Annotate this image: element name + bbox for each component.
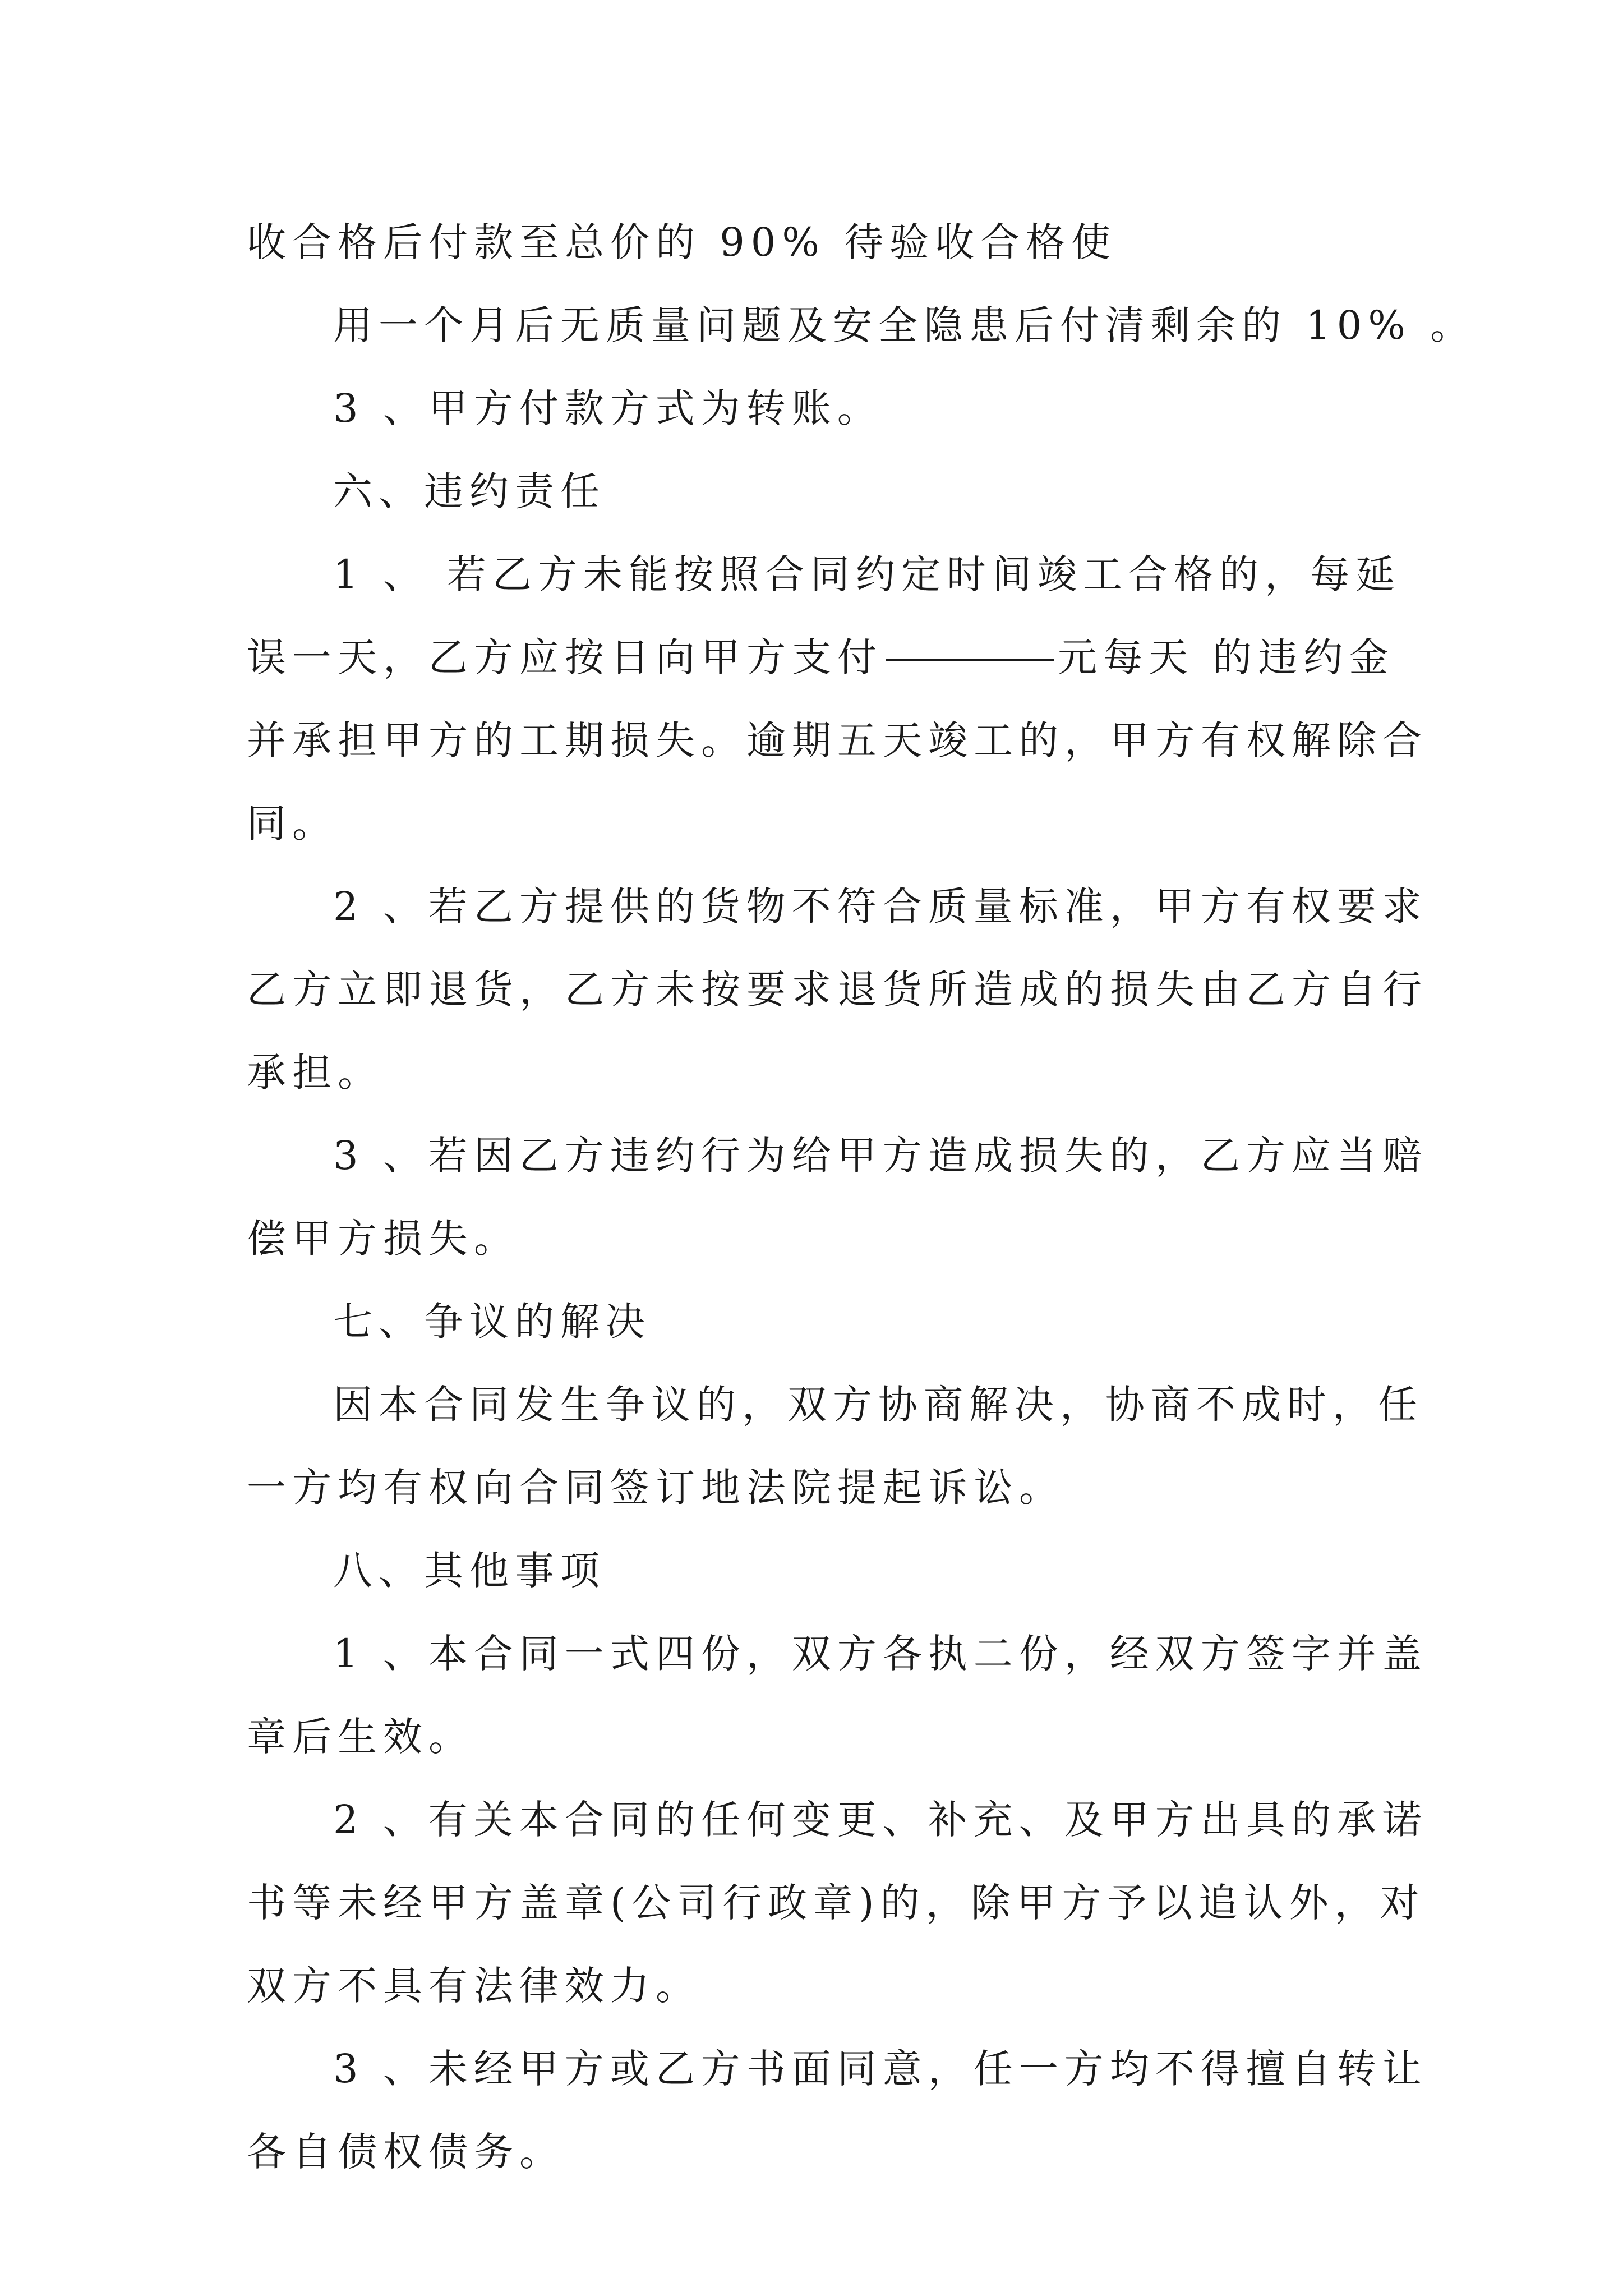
text-line: 2 、有关本合同的任何变更、补充、及甲方出具的承诺	[333, 1797, 1428, 1843]
text-line: 用一个月后无质量问题及安全隐患后付清剩余的 10% 。	[333, 302, 1476, 348]
text-line: 同。	[247, 800, 338, 846]
text-line: 双方不具有法律效力。	[247, 1963, 701, 2009]
text-line: 2 、若乙方提供的货物不符合质量标准，甲方有权要求	[333, 884, 1428, 930]
text-line: 收合格后付款至总价的 90% 待验收合格使	[247, 219, 1117, 265]
text-line: 1 、本合同一式四份，双方各执二份，经双方签字并盖	[333, 1631, 1428, 1677]
text-segment: 元每天 的违约金	[1058, 634, 1395, 680]
text-line: 并承担甲方的工期损失。逾期五天竣工的，甲方有权解除合	[247, 717, 1428, 763]
text-line: 章后生效。	[247, 1714, 474, 1760]
text-line: 3 、若因乙方违约行为给甲方造成损失的，乙方应当赔	[333, 1133, 1428, 1179]
text-line	[247, 616, 1395, 699]
section-heading: 六、违约责任	[333, 468, 606, 514]
text-line: 1 、 若乙方未能按照合同约定时间竣工合格的，每延	[333, 551, 1401, 597]
fill-in-blank[interactable]	[886, 656, 1054, 661]
text-line: 各自债权债务。	[247, 2129, 565, 2175]
text-line: 书等未经甲方盖章(公司行政章)的，除甲方予以追认外，对	[247, 1880, 1426, 1926]
section-heading: 八、其他事项	[333, 1548, 606, 1594]
text-line: 一方均有权向合同签订地法院提起诉讼。	[247, 1465, 1064, 1511]
text-line: 因本合同发生争议的，双方协商解决，协商不成时，任	[333, 1382, 1423, 1428]
section-heading: 七、争议的解决	[333, 1299, 651, 1345]
text-segment: 误一天，乙方应按日向甲方支付	[247, 634, 883, 680]
text-line: 乙方立即退货，乙方未按要求退货所造成的损失由乙方自行	[247, 967, 1428, 1013]
text-line: 承担。	[247, 1050, 383, 1096]
text-line: 3 、未经甲方或乙方书面同意，任一方均不得擅自转让	[333, 2046, 1428, 2092]
text-line: 偿甲方损失。	[247, 1216, 519, 1262]
text-line: 3 、甲方付款方式为转账。	[333, 385, 883, 431]
